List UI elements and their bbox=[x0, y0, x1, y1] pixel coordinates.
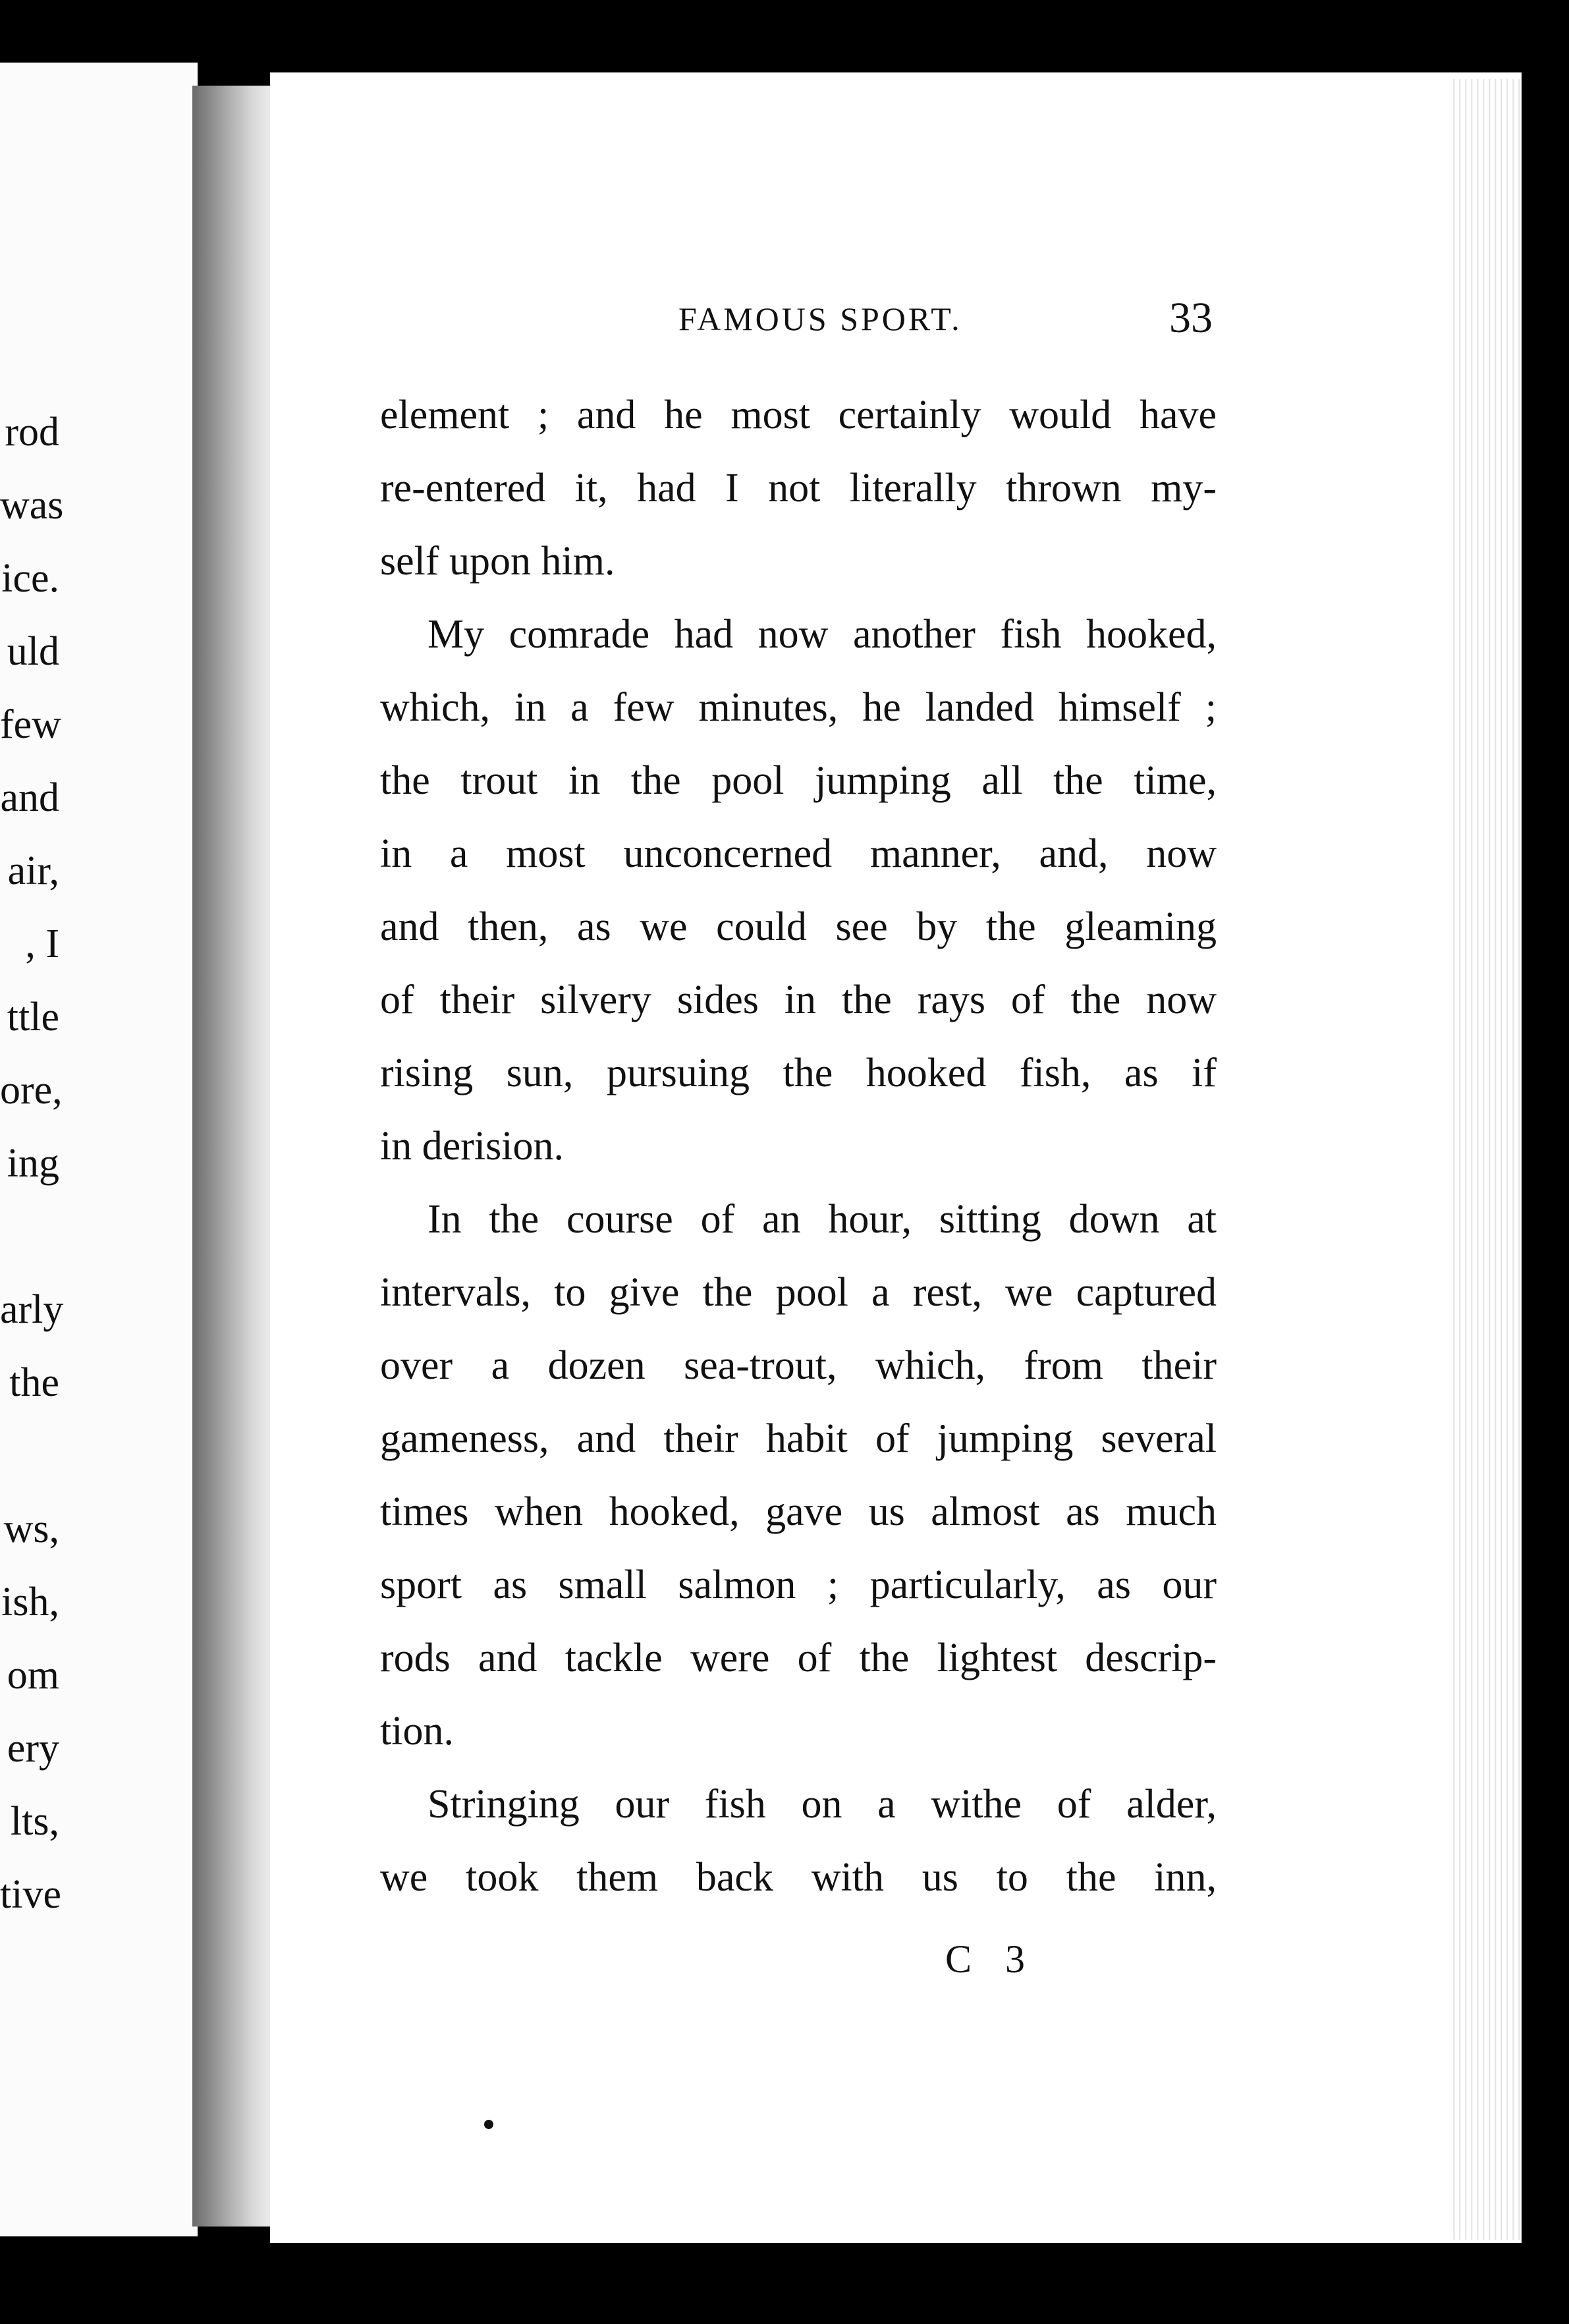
left-page-fragment: ing bbox=[7, 1141, 59, 1186]
text-line: rods and tackle were of the lightest descrip- bbox=[380, 1636, 1217, 1680]
left-page-fragment: rod bbox=[5, 410, 59, 455]
left-page-fragment: tive bbox=[0, 1872, 61, 1917]
text-line: re-entered it, had I not literally thrown my- bbox=[380, 466, 1217, 511]
left-page-fragment: ttle bbox=[7, 995, 59, 1039]
left-page-fragment: the bbox=[9, 1360, 59, 1405]
text-line: sport as small salmon ; particularly, as our bbox=[380, 1563, 1217, 1607]
text-line: rising sun, pursuing the hooked fish, as if bbox=[380, 1051, 1217, 1095]
left-page-fragment: ws, bbox=[3, 1507, 59, 1551]
book-gutter-shadow bbox=[192, 86, 278, 2227]
text-line: over a dozen sea-trout, which, from their bbox=[380, 1343, 1217, 1388]
text-line: we took them back with us to the inn, bbox=[380, 1855, 1217, 1900]
left-page-fragment: ish, bbox=[1, 1580, 59, 1624]
left-page-fragment: ery bbox=[7, 1726, 59, 1771]
left-page-fragment: and bbox=[0, 775, 59, 820]
left-page-fragment: arly bbox=[0, 1287, 64, 1332]
left-facing-page bbox=[0, 63, 198, 2236]
text-line: Stringing our fish on a withe of alder, bbox=[427, 1782, 1217, 1827]
left-page-fragment: ice. bbox=[1, 556, 59, 601]
left-page-fragment: ore, bbox=[0, 1068, 63, 1113]
text-line: My comrade had now another fish hooked, bbox=[427, 612, 1217, 657]
text-line: self upon him. bbox=[380, 539, 615, 584]
running-head: FAMOUS SPORT. bbox=[678, 300, 962, 337]
text-line: intervals, to give the pool a rest, we captured bbox=[380, 1270, 1217, 1315]
text-line: which, in a few minutes, he landed himself ; bbox=[380, 685, 1217, 730]
left-page-text-fragments bbox=[0, 63, 198, 2236]
left-page-fragment: was bbox=[0, 483, 64, 528]
left-page-fragment: om bbox=[7, 1653, 59, 1698]
text-line: times when hooked, gave us almost as much bbox=[380, 1489, 1217, 1534]
text-line: In the course of an hour, sitting down at bbox=[427, 1197, 1217, 1242]
left-page-fragment: air, bbox=[7, 848, 59, 893]
text-line: the trout in the pool jumping all the time, bbox=[380, 758, 1217, 803]
text-line: gameness, and their habit of jumping several bbox=[380, 1416, 1217, 1461]
text-line: tion. bbox=[380, 1709, 454, 1754]
left-page-fragment: lts, bbox=[10, 1799, 59, 1844]
text-line: element ; and he most certainly would have bbox=[380, 393, 1217, 437]
body-text bbox=[380, 389, 1217, 1924]
ink-speck bbox=[484, 2120, 493, 2129]
signature-mark: C 3 bbox=[945, 1937, 1037, 1981]
text-line: of their silvery sides in the rays of the now bbox=[380, 978, 1217, 1022]
page-number: 33 bbox=[1169, 294, 1213, 342]
text-line: in a most unconcerned manner, and, now bbox=[380, 831, 1217, 876]
page-edges bbox=[1449, 79, 1522, 2240]
text-line: in derision. bbox=[380, 1124, 564, 1169]
left-page-fragment: few bbox=[0, 702, 61, 747]
left-page-fragment: , I bbox=[25, 922, 59, 966]
text-line: and then, as we could see by the gleaming bbox=[380, 904, 1217, 949]
left-page-fragment: uld bbox=[7, 629, 59, 674]
